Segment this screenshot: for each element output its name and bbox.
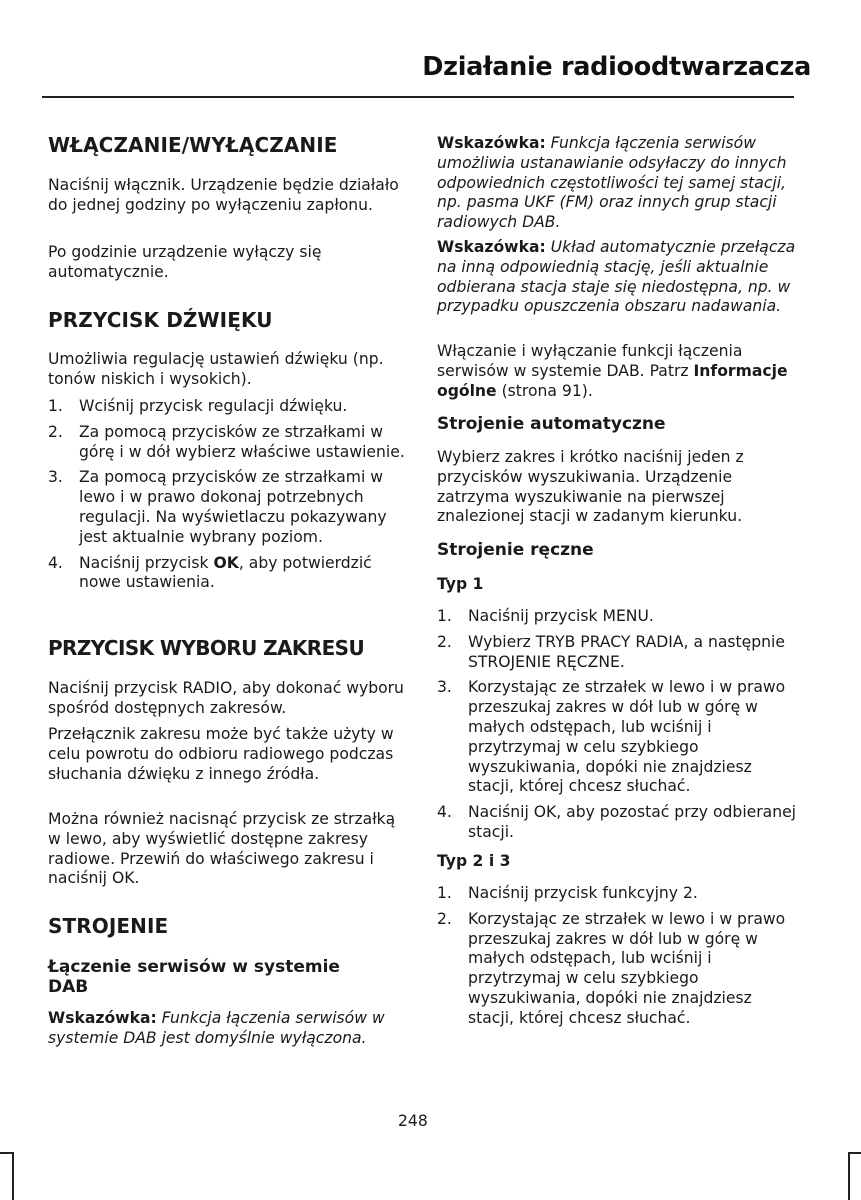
section-heading-sound: PRZYCISK DŹWIĘKU <box>48 308 273 332</box>
band-paragraph-2: Przełącznik zakresu może być także użyty w celu powrotu do odbioru radiowego podczas słuchania dźwięku z innego źródła. <box>48 725 394 783</box>
general-info-link[interactable]: Informacje ogólne <box>437 361 788 400</box>
crop-mark-right-horizontal <box>848 1152 861 1154</box>
list-item: 2. Za pomocą przycisków ze strzałkami w górę i w dół wybierz właściwe ustawienie. <box>48 422 405 461</box>
list-item: 1. Naciśnij przycisk funkcyjny 2. <box>437 884 698 902</box>
list-item: 4. Naciśnij OK, aby pozostać przy odbieranej stacji. <box>437 803 797 841</box>
dab-toggle-paragraph: Włączanie i wyłączanie funkcji łączenia serwisów w systemie DAB. Patrz Informacje ogólne (strona 91). <box>437 342 788 400</box>
band-paragraph-1: Naciśnij przycisk RADIO, aby dokonać wyboru spośród dostępnych zakresów. <box>48 679 404 717</box>
section-heading-tuning: STROJENIE <box>48 914 169 938</box>
crop-mark-left-horizontal <box>0 1152 14 1154</box>
crop-mark-left <box>12 1152 14 1200</box>
dab-note: Wskazówka: Funkcja łączenia serwisów w systemie DAB jest domyślnie wyłączona. <box>48 1009 385 1047</box>
subheading-dab: Łączenie serwisów w systemie DAB <box>48 957 340 997</box>
section-heading-band: PRZYCISK WYBORU ZAKRESU <box>48 636 365 660</box>
section-heading-onoff: WŁĄCZANIE/WYŁĄCZANIE <box>48 133 338 157</box>
list-item: 1. Naciśnij przycisk MENU. <box>437 607 654 625</box>
page-number: 248 <box>398 1112 428 1130</box>
page-title: Działanie radioodtwarzacza <box>422 52 811 82</box>
subheading-manual-tuning: Strojenie ręczne <box>437 540 594 560</box>
header-divider <box>42 96 794 98</box>
auto-tuning-paragraph: Wybierz zakres i krótko naciśnij jeden z przycisków wyszukiwania. Urządzenie zatrzyma wyszukiwanie na pierwszej znalezionej stacji w zadanym kierunku. <box>437 448 744 526</box>
onoff-paragraph-1: Naciśnij włącznik. Urządzenie będzie działało do jednej godziny po wyłączeniu zapłonu. <box>48 176 399 214</box>
note-service-linking: Wskazówka: Funkcja łączenia serwisów umożliwia ustanawianie odsyłaczy do innych odpowiednich częstotliwości tej samej stacji, np. pasma UKF (FM) oraz innych grup stacji radiowych DAB. <box>437 134 787 232</box>
onoff-paragraph-2: Po godzinie urządzenie wyłączy się automatycznie. <box>48 243 322 281</box>
note-auto-switch: Wskazówka: Układ automatycznie przełącza na inną odpowiednią stację, jeśli aktualnie odbierana stacja staje się niedostępna, np. w przypadku opuszczenia obszaru nadawania. <box>437 238 796 316</box>
list-item: 2. Korzystając ze strzałek w lewo i w prawo przeszukaj zakres w dół lub w górę w małych odstępach, lub wciśnij i przytrzymaj w celu szybkiego wyszukiwania, dopóki nie znajdziesz stacji, której chcesz słuchać. <box>437 909 786 1027</box>
type-2-3-label: Typ 2 i 3 <box>437 852 511 870</box>
sound-intro: Umożliwia regulację ustawień dźwięku (np. tonów niskich i wysokich). <box>48 350 384 388</box>
sound-steps-list <box>48 397 406 593</box>
type-2-3-steps-list <box>437 884 799 1029</box>
type-1-label: Typ 1 <box>437 575 484 593</box>
ok-label: OK <box>213 553 239 572</box>
list-item: 3. Za pomocą przycisków ze strzałkami w lewo i w prawo dokonaj potrzebnych regulacji. Na wyświetlaczu pokazywany jest aktualnie wybrany poziom. <box>48 468 387 546</box>
crop-mark-right <box>848 1152 850 1200</box>
list-item: 3. Korzystając ze strzałek w lewo i w prawo przeszukaj zakres w dół lub w górę w małych odstępach, lub wciśnij i przytrzymaj w celu szybkiego wyszukiwania, dopóki nie znajdziesz stacji, której chcesz słuchać. <box>437 678 786 796</box>
list-item: 4. Naciśnij przycisk OK, aby potwierdzić nowe ustawienia. <box>48 553 372 592</box>
type-1-steps-list <box>437 607 799 843</box>
subheading-auto-tuning: Strojenie automatyczne <box>437 414 666 434</box>
band-paragraph-3: Można również nacisnąć przycisk ze strzałką w lewo, aby wyświetlić dostępne zakresy radiowe. Przewiń do właściwego zakresu i naciśnij OK. <box>48 810 396 888</box>
list-item: 1. Wciśnij przycisk regulacji dźwięku. <box>48 397 348 415</box>
list-item: 2. Wybierz TRYB PRACY RADIA, a następnie STROJENIE RĘCZNE. <box>437 632 785 671</box>
